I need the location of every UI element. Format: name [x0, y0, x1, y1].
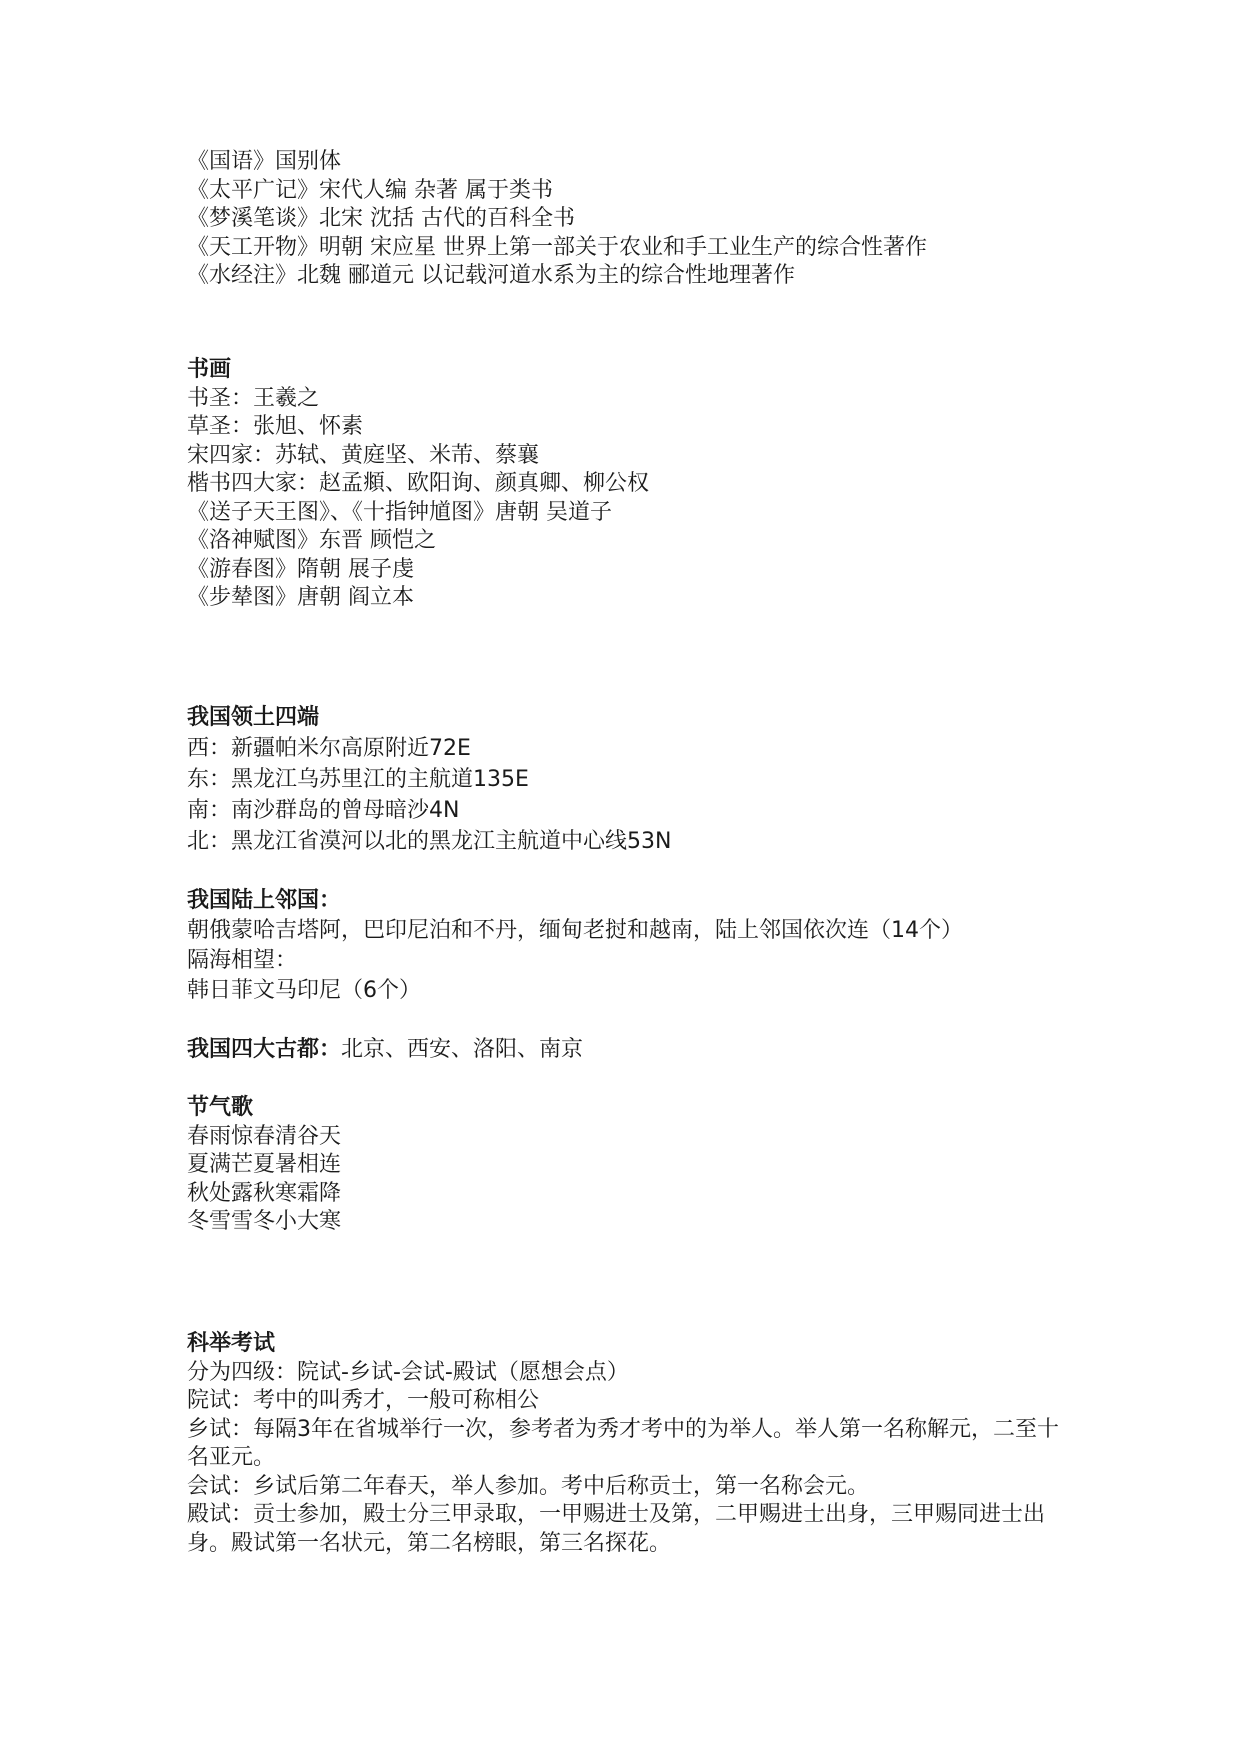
books-line: 《梦溪笔谈》北宋 沈括 古代的百科全书 — [187, 206, 575, 231]
art-heading: 书画 — [187, 357, 232, 382]
territory-line: 南：南沙群岛的曾母暗沙4N — [187, 798, 460, 823]
exam-line: 分为四级：院试-乡试-会试-殿试（愿想会点） — [187, 1359, 629, 1385]
solar-terms-line: 夏满芒夏暑相连 — [187, 1152, 342, 1177]
art-line: 《步辇图》唐朝 阎立本 — [187, 585, 414, 610]
exam-section — [187, 1330, 1067, 1558]
solar-terms-line: 春雨惊春清谷天 — [187, 1123, 342, 1149]
neighbors-section — [187, 886, 1067, 1006]
art-line: 宋四家：苏轼、黄庭坚、米芾、蔡襄 — [187, 442, 540, 468]
neighbors-line: 韩日菲文马印尼（6个） — [187, 978, 421, 1003]
capitals-text: 北京、西安、洛阳、南京 — [341, 1037, 584, 1062]
books-line: 《国语》国别体 — [187, 149, 342, 174]
books-section — [187, 148, 1067, 291]
territory-section — [187, 702, 1067, 857]
territory-heading: 我国领土四端 — [187, 705, 320, 730]
art-line: 草圣：张旭、怀素 — [187, 414, 364, 439]
art-section — [187, 356, 1067, 613]
books-line: 《太平广记》宋代人编 杂著 属于类书 — [187, 177, 553, 203]
capitals-heading: 我国四大古都： — [187, 1037, 342, 1062]
solar-terms-line: 冬雪雪冬小大寒 — [187, 1209, 342, 1234]
exam-line: 院试：考中的叫秀才，一般可称相公 — [187, 1388, 540, 1413]
solar-terms-heading: 节气歌 — [187, 1095, 254, 1120]
territory-line: 东：黑龙江乌苏里江的主航道135E — [187, 767, 529, 792]
territory-line: 北：黑龙江省漠河以北的黑龙江主航道中心线53N — [187, 829, 672, 854]
capitals-section — [187, 1036, 1067, 1065]
solar-terms-line: 秋处露秋寒霜降 — [187, 1180, 342, 1206]
solar-terms-section — [187, 1094, 1067, 1237]
exam-heading: 科举考试 — [187, 1331, 276, 1356]
art-line: 《送子天王图》、《十指钟馗图》唐朝 吴道子 — [187, 499, 612, 525]
territory-line: 西：新疆帕米尔高原附近72E — [187, 736, 471, 761]
art-line: 《洛神赋图》东晋 顾恺之 — [187, 528, 436, 553]
art-line: 楷书四大家：赵孟頫、欧阳询、颜真卿、柳公权 — [187, 471, 650, 496]
neighbors-heading: 我国陆上邻国： — [187, 888, 342, 913]
exam-line: 会试：乡试后第二年春天，举人参加。考中后称贡士，第一名称会元。 — [187, 1473, 870, 1499]
exam-line: 乡试：每隔3年在省城举行一次，参考者为秀才考中的为举人。举人第一名称解元，二至十名亚元。 — [187, 1416, 1059, 1470]
neighbors-line: 朝俄蒙哈吉塔阿，巴印尼泊和不丹，缅甸老挝和越南，陆上邻国依次连（14个） — [187, 918, 963, 943]
art-line: 《游春图》隋朝 展子虔 — [187, 556, 414, 582]
art-line: 书圣：王羲之 — [187, 385, 320, 411]
neighbors-line: 隔海相望： — [187, 948, 298, 973]
books-line: 《天工开物》明朝 宋应星 世界上第一部关于农业和手工业生产的综合性著作 — [187, 234, 927, 260]
books-line: 《水经注》北魏 郦道元 以记载河道水系为主的综合性地理著作 — [187, 263, 795, 288]
capitals-line — [187, 1036, 1067, 1065]
exam-line: 殿试：贡士参加，殿士分三甲录取，一甲赐进士及第，二甲赐进士出身，三甲赐同进士出身。殿试第一名状元，第二名榜眼，第三名探花。 — [187, 1502, 1046, 1556]
